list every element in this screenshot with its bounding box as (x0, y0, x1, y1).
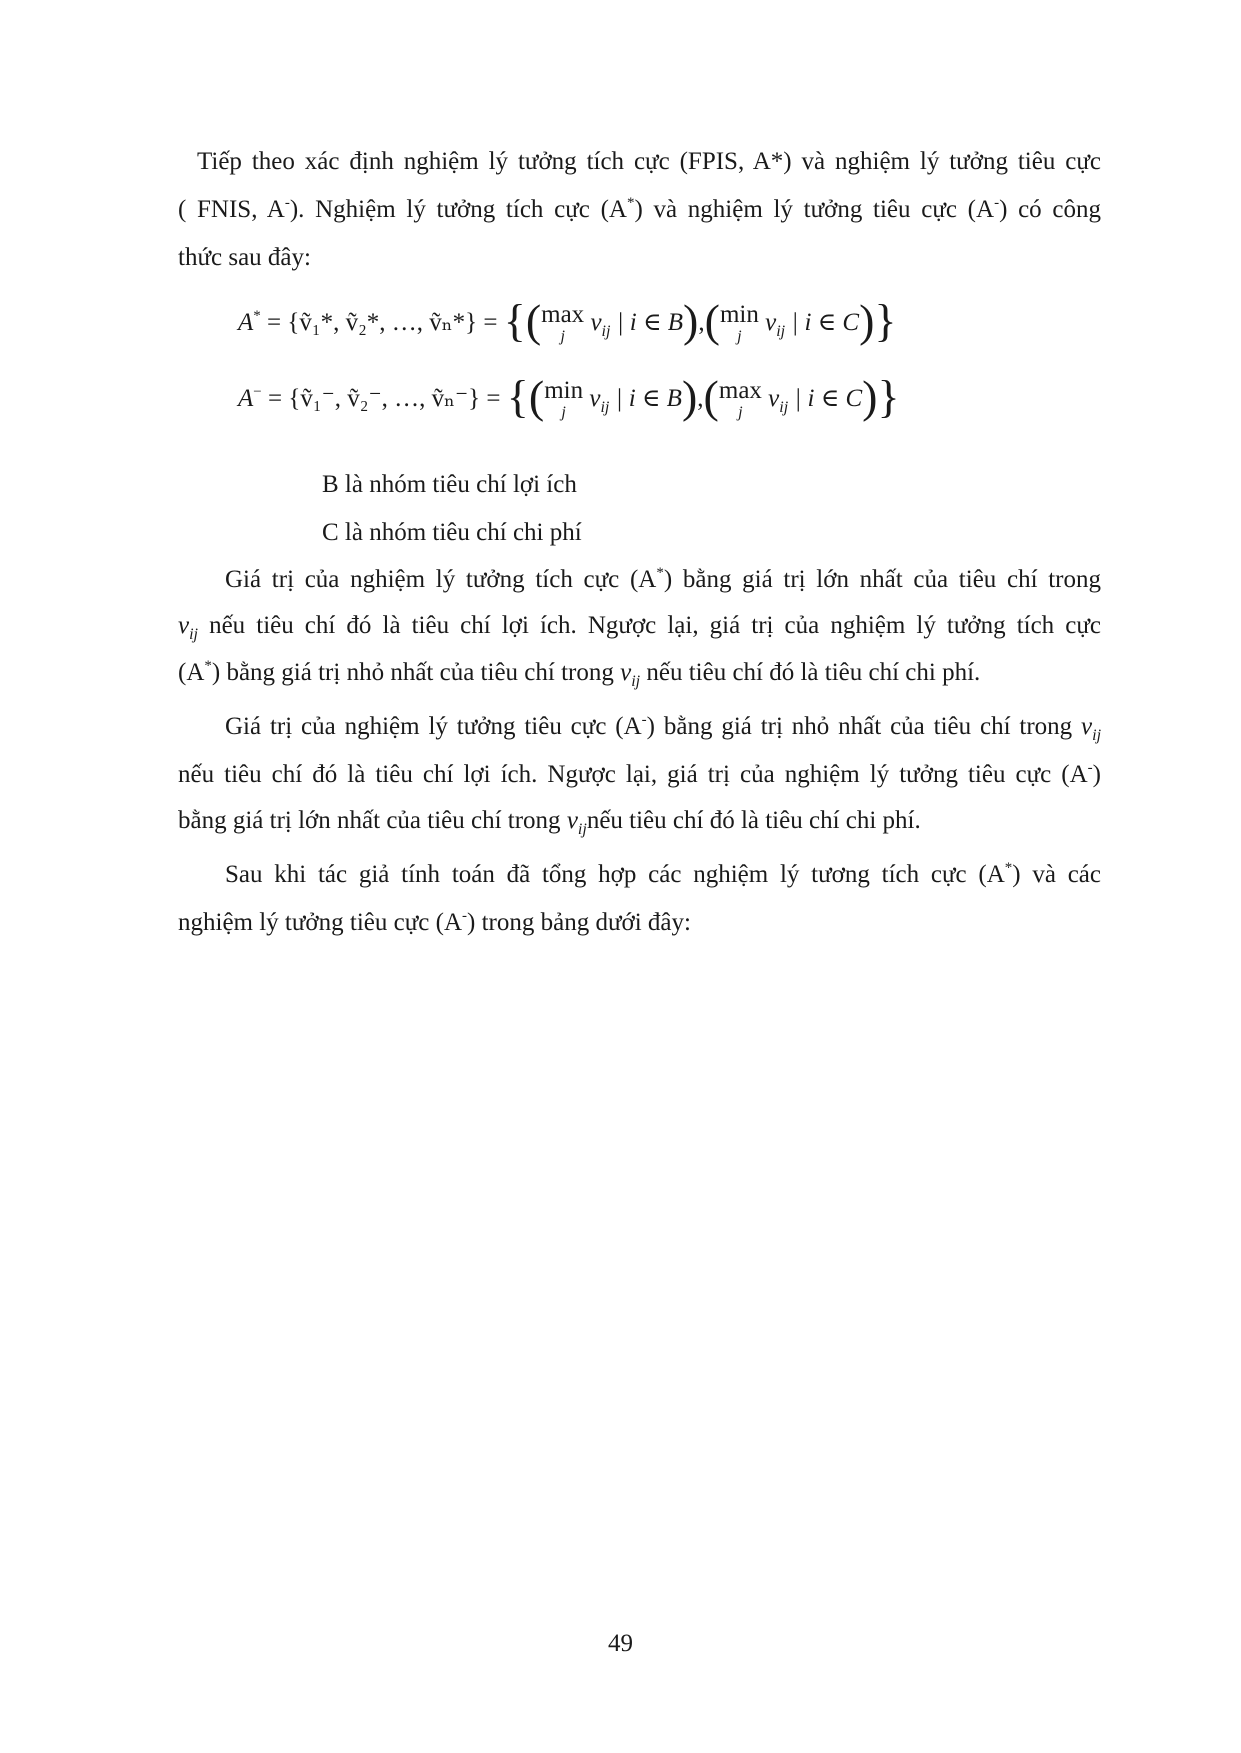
paragraph-2-line-3 (178, 658, 980, 691)
equation-positive-ideal: A* = {ṽ₁*, ṽ₂*, …, ṽₙ*} = {(max j $v_{ij}$ | i ∈ B),(min j $v_{ij}$ | i ∈ C)} (238, 295, 897, 346)
eq-term2: v (765, 309, 777, 336)
brace-close: )} (862, 371, 900, 422)
var-sub: ij (577, 821, 587, 838)
superscript: - (994, 195, 1000, 211)
paren-open: ( (704, 295, 720, 346)
var: v (1081, 713, 1093, 740)
eq-lhs-sup: − (253, 384, 262, 400)
text: ) và các (1012, 861, 1101, 888)
text: ) bằng giá trị nhỏ nhất của tiêu chí trong (646, 713, 1082, 740)
eq-lhs-sup: * (253, 308, 261, 324)
paragraph-2-line-1 (225, 565, 1101, 598)
text: ) trong bảng dưới đây: (467, 909, 691, 936)
superscript: * (204, 658, 212, 674)
eq-cond2: | i ∈ C (791, 309, 860, 336)
paragraph-4-line-2 (178, 908, 691, 941)
definition-b (322, 470, 577, 500)
eq-set: = {ṽ₁*, ṽ₂*, …, ṽₙ*} = (267, 309, 498, 336)
text: ) và nghiệm lý tưởng tiêu cực (A (634, 196, 995, 223)
var-sub: ij (189, 626, 198, 643)
brace-open: {( (506, 371, 545, 422)
paragraph-1-line-2 (178, 195, 1101, 228)
eq-term1-sub: ij (601, 323, 611, 340)
text: ( FNIS, A (178, 196, 285, 223)
paragraph-1-line-1 (197, 147, 1101, 177)
text: ) (1092, 761, 1101, 788)
eq-op1: min j (544, 377, 584, 421)
text: nếu tiêu chí đó là tiêu chí lợi ích. Ngược lại, giá trị của nghiệm lý tưởng tích cực (198, 612, 1101, 639)
superscript: - (462, 908, 468, 924)
eq-lhs: A (238, 309, 254, 336)
eq-set: = {ṽ₁⁻, ṽ₂⁻, …, ṽₙ⁻} = (268, 385, 501, 412)
text: C là nhóm tiêu chí chi phí (322, 519, 582, 546)
superscript: * (626, 195, 635, 211)
eq-term1-sub: ij (600, 399, 610, 416)
text: Giá trị của nghiệm lý tưởng tích cực (A (225, 566, 657, 593)
paragraph-4-line-1 (225, 860, 1101, 893)
var-sub: ij (631, 673, 641, 690)
definition-c (322, 518, 582, 548)
paragraph-2-line-2 (178, 611, 1101, 644)
superscript: - (1087, 760, 1093, 776)
equation-negative-ideal: A− = {ṽ₁⁻, ṽ₂⁻, …, ṽₙ⁻} = {(min j $v_{ij}$ | i ∈ B),(max j $v_{ij}$ | i ∈ C)} (238, 371, 900, 422)
superscript: - (284, 195, 290, 211)
eq-op2: min j (719, 301, 759, 345)
eq-term2-sub: ij (779, 399, 789, 416)
var-sub: ij (1092, 727, 1102, 744)
text: ) bằng giá trị lớn nhất của tiêu chí trong (663, 566, 1101, 593)
eq-lhs: A (238, 385, 254, 412)
var: v (566, 807, 578, 834)
eq-cond1: | i ∈ B (615, 385, 682, 412)
paren-close: ) (683, 295, 699, 346)
brace-open: {( (503, 295, 542, 346)
text: Giá trị của nghiệm lý tưởng tiêu cực (A (225, 713, 642, 740)
eq-term2: v (768, 385, 780, 412)
superscript: * (656, 565, 664, 581)
eq-op1: max j (541, 301, 585, 345)
paragraph-3-line-3 (178, 806, 921, 839)
text: ). Nghiệm lý tưởng tích cực (A (289, 196, 627, 223)
text: thức sau đây: (178, 244, 311, 271)
text: Tiếp theo xác định nghiệm lý tưởng tích cực (FPIS, A*) và nghiệm lý tưởng tiêu cực (197, 148, 1101, 175)
paragraph-1-line-3 (178, 243, 311, 273)
eq-cond1: | i ∈ B (616, 309, 684, 336)
eq-term1: v (590, 309, 602, 336)
eq-op2: max j (718, 377, 762, 421)
superscript: - (641, 712, 647, 728)
eq-cond2: | i ∈ C (794, 385, 863, 412)
text: Sau khi tác giả tính toán đã tổng hợp các nghiệm lý tương tích cực (A (225, 861, 1005, 888)
paragraph-3-line-2 (178, 760, 1101, 793)
var: v (178, 612, 190, 639)
paren-open: ( (703, 371, 719, 422)
text: bằng giá trị lớn nhất của tiêu chí trong (178, 807, 567, 834)
text: nếu tiêu chí đó là tiêu chí lợi ích. Ngược lại, giá trị của nghiệm lý tưởng tiêu cực (A (178, 761, 1088, 788)
text: nghiệm lý tưởng tiêu cực (A (178, 909, 463, 936)
text: (A (178, 659, 205, 686)
paragraph-3-line-1 (225, 712, 1101, 745)
var: v (620, 659, 632, 686)
text: B là nhóm tiêu chí lợi ích (322, 471, 577, 498)
eq-term1: v (589, 385, 601, 412)
text: nếu tiêu chí đó là tiêu chí chi phí. (640, 659, 981, 686)
superscript: * (1004, 860, 1013, 876)
page-number: 49 (608, 1630, 633, 1657)
text: ) có công (999, 196, 1101, 223)
paren-close: ) (681, 371, 698, 422)
eq-term2-sub: ij (776, 323, 786, 340)
text: nếu tiêu chí đó là tiêu chí chi phí. (586, 807, 921, 834)
text: ) bằng giá trị nhỏ nhất của tiêu chí trong (211, 659, 621, 686)
brace-close: )} (859, 295, 897, 346)
